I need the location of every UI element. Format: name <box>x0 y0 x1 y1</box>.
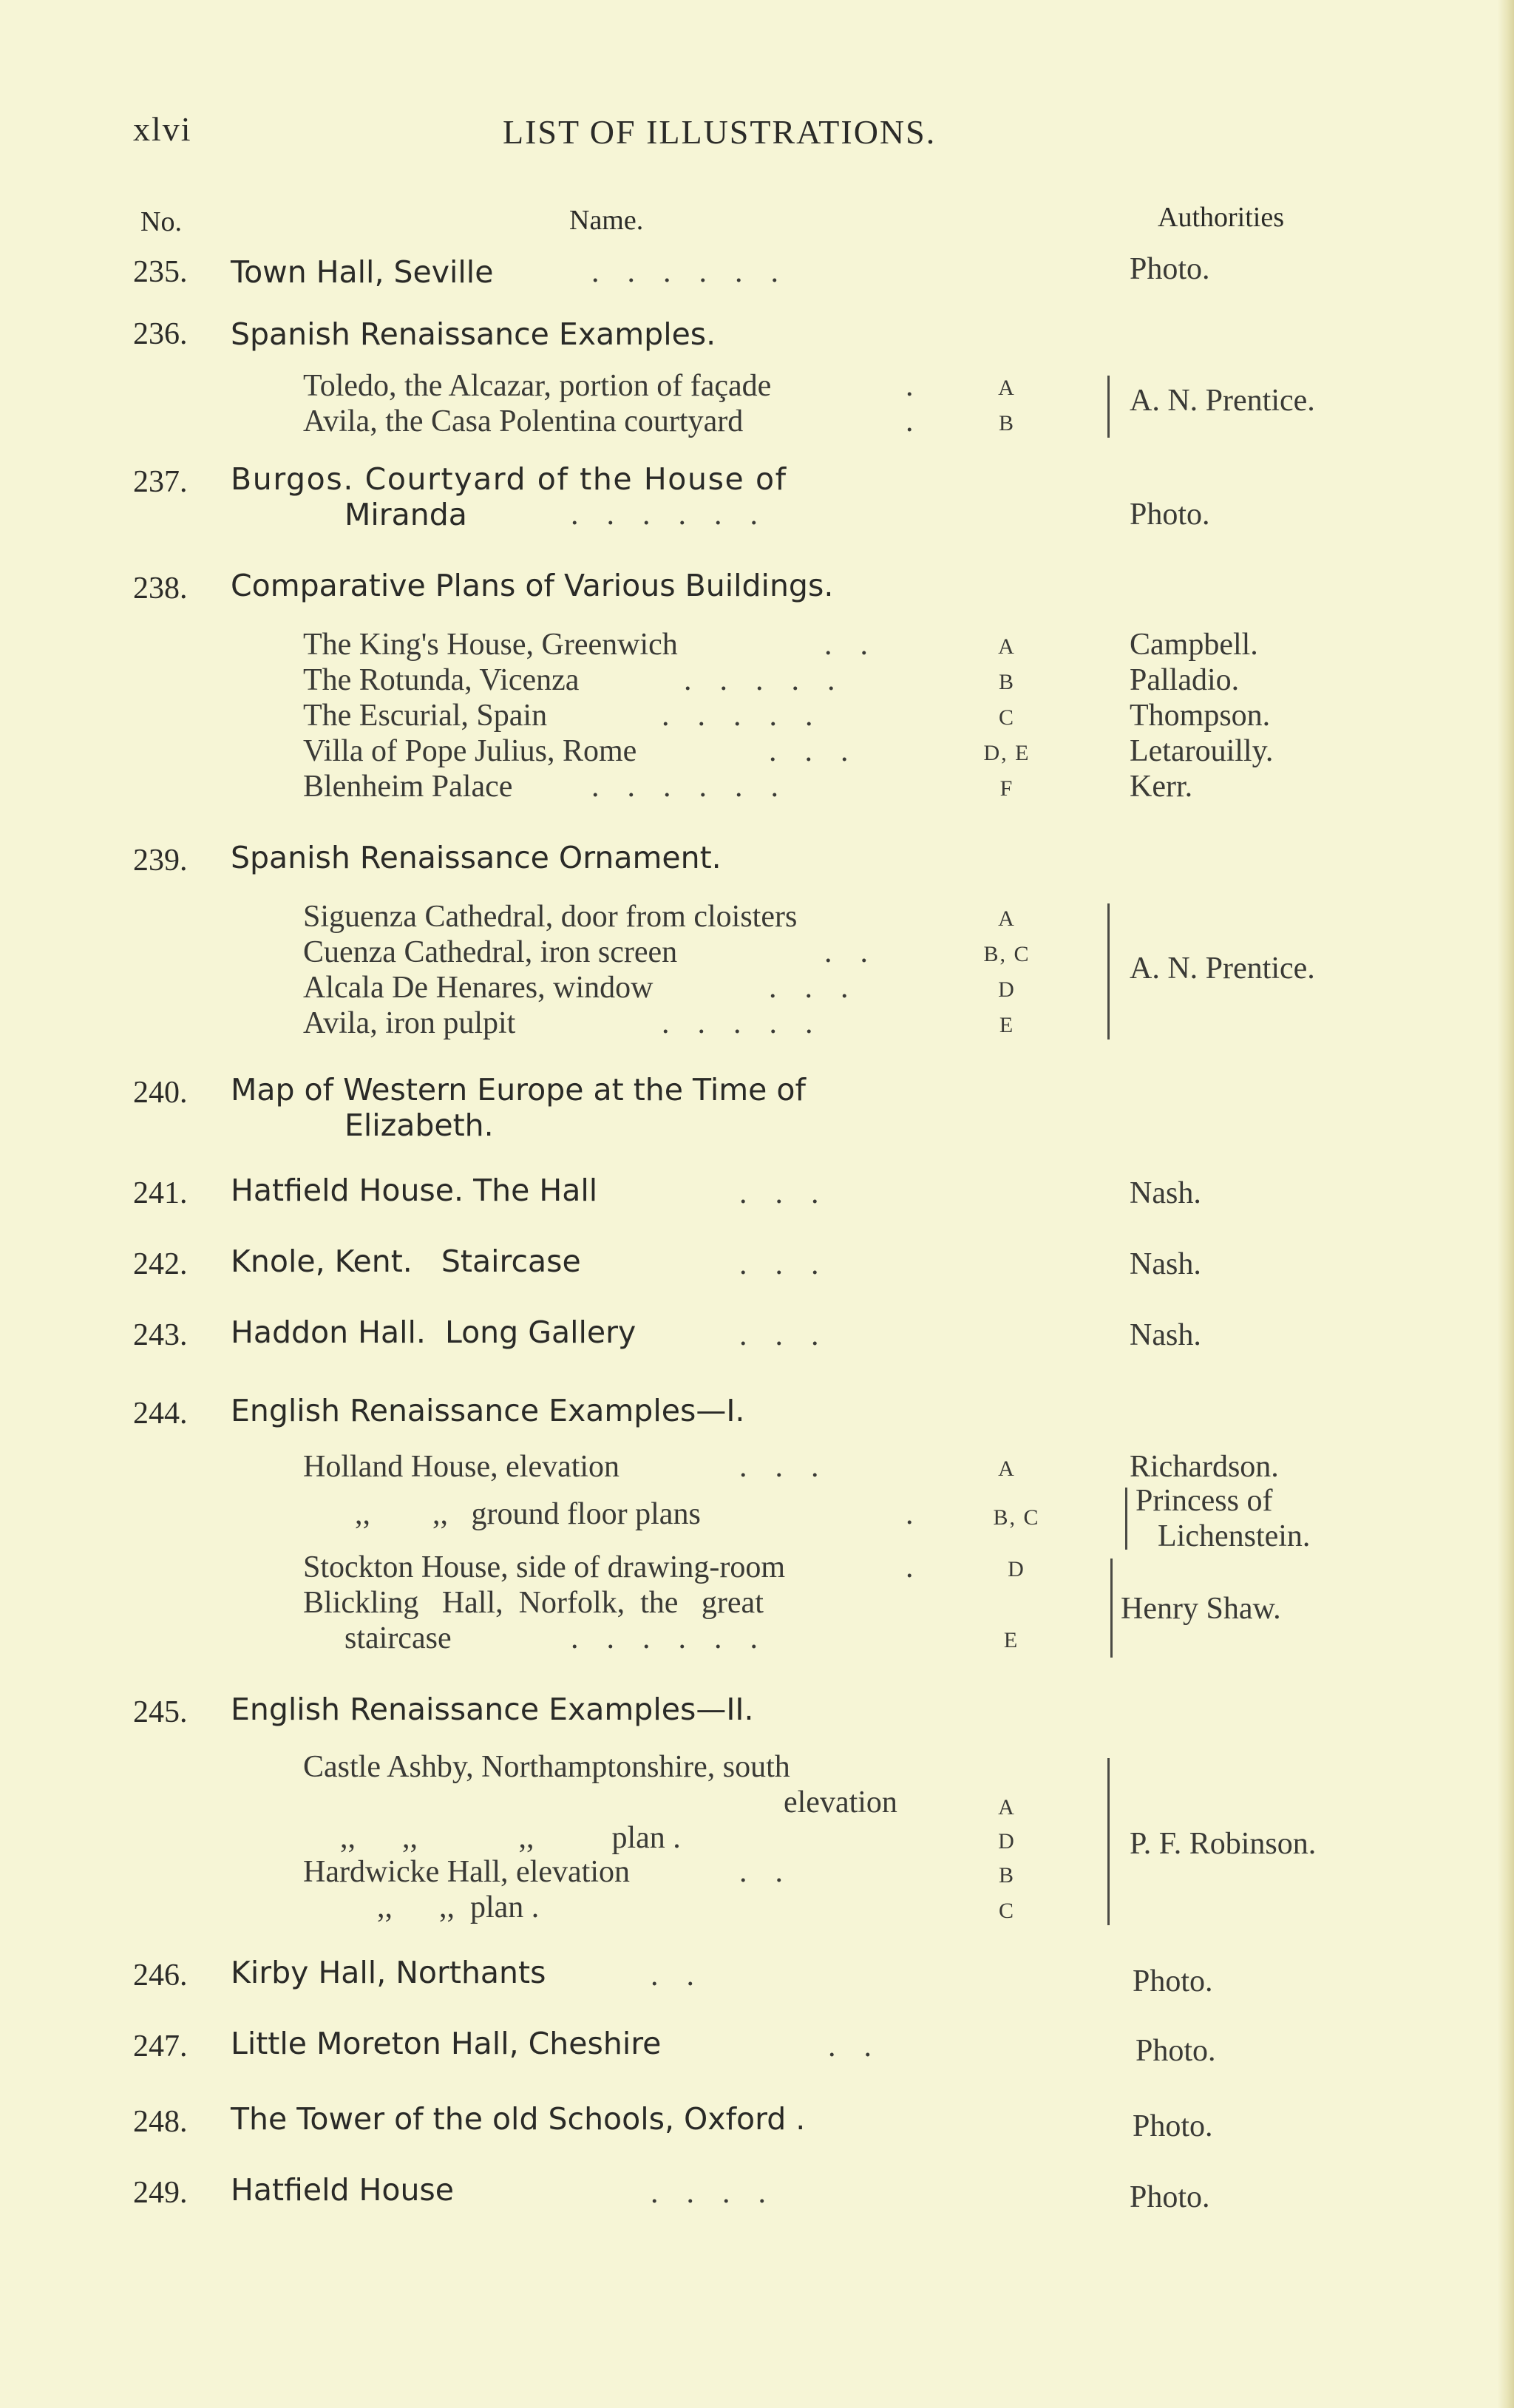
entry-authority: Nash. <box>1130 1176 1201 1210</box>
item-letter: B, C <box>983 942 1031 966</box>
leader-dots: ... <box>769 734 877 768</box>
column-name: Name. <box>569 205 644 236</box>
item-text: Hardwicke Hall, elevation <box>303 1855 630 1889</box>
item-text-continued: staircase <box>344 1621 452 1655</box>
entry-title: Hatfield House. The Hall <box>231 1173 598 1208</box>
brace <box>1125 1488 1127 1550</box>
item-text: Avila, the Casa Polentina courtyard <box>303 404 744 438</box>
leader-dots: ... <box>769 971 877 1005</box>
leader-dots: . <box>906 1497 942 1531</box>
entry-title-continued: Elizabeth. <box>344 1108 494 1143</box>
item-letter: C <box>998 1899 1015 1923</box>
entry-authority: Photo. <box>1130 498 1210 532</box>
leader-dots: ... <box>739 1318 847 1352</box>
item-text: Holland House, elevation <box>303 1450 620 1484</box>
leader-dots: . <box>906 369 942 403</box>
entry-authority: Photo. <box>1130 252 1210 286</box>
entry-title: Comparative Plans of Various Buildings. <box>231 568 834 603</box>
entry-authority: Photo. <box>1136 2034 1216 2068</box>
entry-number: 246. <box>133 1958 188 1992</box>
entry-number: 239. <box>133 844 188 878</box>
entry-title: Haddon Hall. Long Gallery <box>231 1315 637 1350</box>
entry-title: Knole, Kent. Staircase <box>231 1244 581 1279</box>
leader-dots: ...... <box>571 498 786 532</box>
item-text: Villa of Pope Julius, Rome <box>303 734 637 768</box>
item-text: Stockton House, side of drawing-room <box>303 1550 786 1584</box>
entry-title: Map of Western Europe at the Time of <box>231 1072 806 1108</box>
item-letter: B <box>998 1863 1015 1888</box>
item-authority-continued: Lichenstein. <box>1158 1519 1311 1553</box>
entry-number: 243. <box>133 1318 188 1352</box>
entry-title-continued: Miranda <box>344 497 467 532</box>
item-letter: D <box>1008 1557 1025 1581</box>
entry-title: Kirby Hall, Northants <box>231 1955 546 1990</box>
item-letter: B <box>998 411 1015 435</box>
entry-authority: Photo. <box>1133 2109 1213 2143</box>
entry-authority: Henry Shaw. <box>1121 1592 1281 1626</box>
item-text: ,, ,, ,, plan . <box>340 1821 681 1855</box>
item-text: Blickling Hall, Norfolk, the great <box>303 1586 764 1620</box>
leader-dots: .. <box>824 935 896 969</box>
entry-authority: A. N. Prentice. <box>1130 384 1315 418</box>
item-text: Avila, iron pulpit <box>303 1006 516 1040</box>
entry-title: The Tower of the old Schools, Oxford . <box>231 2101 806 2137</box>
leader-dots: .. <box>828 2029 900 2063</box>
entry-number: 241. <box>133 1176 188 1210</box>
item-letter: D, E <box>983 741 1031 765</box>
item-letter: D <box>998 1829 1016 1854</box>
item-text: ,, ,, ground floor plans <box>355 1497 701 1531</box>
item-text: Cuenza Cathedral, iron screen <box>303 935 678 969</box>
entry-authority: P. F. Robinson. <box>1130 1827 1317 1861</box>
entry-number: 242. <box>133 1247 188 1281</box>
leader-dots: ... <box>739 1450 847 1484</box>
leader-dots: .. <box>824 628 896 662</box>
item-letter: E <box>999 1013 1015 1037</box>
leader-dots: ..... <box>684 663 863 697</box>
entry-authority: Nash. <box>1130 1247 1201 1281</box>
leader-dots: ... <box>739 1176 847 1210</box>
page-title: LIST OF ILLUSTRATIONS. <box>503 113 937 151</box>
item-text: The King's House, Greenwich <box>303 628 678 662</box>
brace <box>1107 1758 1110 1925</box>
entry-number: 237. <box>133 465 188 499</box>
entry-authority: Photo. <box>1133 1964 1213 1998</box>
entry-number: 235. <box>133 255 188 289</box>
item-text: The Rotunda, Vicenza <box>303 663 580 697</box>
item-text: The Escurial, Spain <box>303 699 548 733</box>
item-letter: B <box>998 670 1015 694</box>
entry-number: 248. <box>133 2105 188 2139</box>
leader-dots: .. <box>739 1855 811 1889</box>
item-letter: D <box>998 977 1016 1002</box>
entry-title: English Renaissance Examples—II. <box>231 1692 754 1727</box>
item-authority: Richardson. <box>1130 1450 1279 1484</box>
item-text: Toledo, the Alcazar, portion of façade <box>303 369 772 403</box>
item-letter: A <box>998 376 1016 400</box>
item-letter: A <box>998 906 1016 931</box>
entry-authority: Nash. <box>1130 1318 1201 1352</box>
leader-dots: ..... <box>662 1006 841 1040</box>
leader-dots: . <box>906 1550 942 1584</box>
item-letter: F <box>999 776 1014 801</box>
entry-number: 240. <box>133 1076 188 1110</box>
item-text: ,, ,, plan . <box>377 1890 540 1924</box>
item-authority: Letarouilly. <box>1130 734 1274 768</box>
item-letter: B, C <box>993 1505 1040 1530</box>
entry-title: Spanish Renaissance Ornament. <box>231 840 722 875</box>
entry-title: Hatfield House <box>231 2172 455 2208</box>
entry-number: 238. <box>133 572 188 606</box>
brace <box>1107 903 1110 1039</box>
entry-title: Little Moreton Hall, Cheshire <box>231 2026 662 2061</box>
item-letter: A <box>998 1795 1016 1819</box>
leader-dots: .. <box>651 1958 722 1992</box>
item-text-continued: elevation <box>784 1785 897 1819</box>
item-authority: Thompson. <box>1130 699 1271 733</box>
leader-dots: ...... <box>591 770 807 804</box>
leader-dots: ... <box>739 1247 847 1281</box>
entry-authority: Photo. <box>1130 2180 1210 2214</box>
entry-authority: A. N. Prentice. <box>1130 952 1315 986</box>
leader-dots: ...... <box>591 255 807 289</box>
brace <box>1107 376 1110 438</box>
entry-number: 247. <box>133 2029 188 2063</box>
column-no: No. <box>140 206 182 237</box>
item-text: Siguenza Cathedral, door from cloisters <box>303 900 798 934</box>
item-text: Alcala De Henares, window <box>303 971 654 1005</box>
entry-number: 244. <box>133 1397 188 1431</box>
entry-title: Spanish Renaissance Examples. <box>231 316 716 352</box>
brace <box>1110 1559 1113 1658</box>
leader-dots: ...... <box>571 1621 786 1655</box>
entry-number: 249. <box>133 2176 188 2210</box>
item-authority: Kerr. <box>1130 770 1193 804</box>
item-text: Blenheim Palace <box>303 770 513 804</box>
entry-title: Town Hall, Seville <box>231 254 494 290</box>
entry-title: English Renaissance Examples—I. <box>231 1393 745 1428</box>
leader-dots: .... <box>651 2176 794 2210</box>
item-letter: C <box>998 705 1015 730</box>
item-authority: Campbell. <box>1130 628 1258 662</box>
item-authority: Palladio. <box>1130 663 1240 697</box>
page-edge <box>1498 0 1514 2408</box>
entry-title: Burgos. Courtyard of the House of <box>231 461 787 497</box>
leader-dots: . <box>906 404 942 438</box>
item-letter: E <box>1003 1628 1019 1652</box>
item-letter: A <box>998 1456 1016 1481</box>
entry-number: 236. <box>133 317 188 351</box>
leader-dots: ..... <box>662 699 841 733</box>
item-text: Castle Ashby, Northamptonshire, south <box>303 1750 790 1784</box>
entry-number: 245. <box>133 1695 188 1729</box>
column-authorities: Authorities <box>1158 202 1284 233</box>
item-letter: A <box>998 634 1016 659</box>
item-authority: Princess of <box>1136 1484 1273 1518</box>
page-number: xlvi <box>133 110 192 148</box>
